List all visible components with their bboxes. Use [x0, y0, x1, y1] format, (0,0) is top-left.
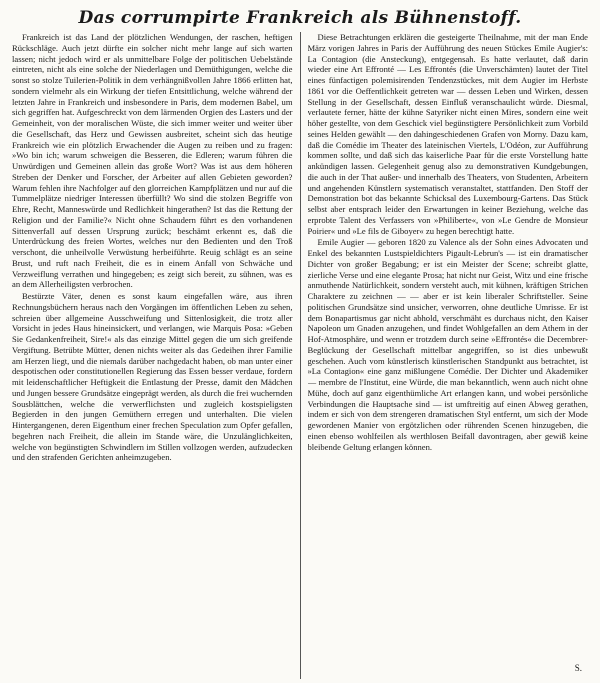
column-divider	[300, 32, 301, 679]
paragraph: Frankreich ist das Land der plötzlichen Wendungen, der raschen, heftigen Rückschläge. Auch jetzt dürfte ein solcher nicht mehr lange auf sich warten lassen; nicht jedoch wird er als unmittelbare Folge der politischen Uebelstände eintreten, nicht als eine solche der Niederlagen und Demüthigungen, welche die sonst so stolze Tuilerien-Politik in dem verhängnißvollen Jahre 1866 erlitten hat, sondern vielmehr als ein Wirkung der tiefen Entsittlichung, welche während der letzten Jahre in Frankreich und insbesondere in Paris, dem modernen Babel, um sich gegriffen hat. Aufgeschreckt von dem lärmenden Orgien des Lasters und der Gemeinheit, von der moralischen Wüste, die sich immer weiter und weiter über die Gesellschaft, das Herz und Gewissen ausbreitet, scheint sich das heutige Frankreich wie ein plötzlich Erwachender die Augen zu reiben und zu fragen: »Wo bin ich; warum schweigen die Besseren, die Edleren; warum führen die Unwürdigen und Gemeinen allein das große Wort? Was ist aus dem höheren Streben der Denker und Forscher, der Arbeiter auf allen Gebieten geworden? Warum fehlen ihre Nachfolger auf den glorreichen Kampfplätzen und nur auf die Tummelplätze niedriger Interessen überfüllt? Wo sind die stolzen Begriffe von Ehre, Recht, Manneswürde und Redlichkeit hingerathen? Ist das die Rettung der Religion und der Familie?« Nicht ohne Schaudern führt es den vorhandenen Sittenverfall auf dessen Ursprung zurück; beschämt erkennt es, daß die Unterdrückung des freien Wortes, welches nur den Bedienten und den Troß verschont, die unheilvolle Verwüstung herbeiführte. Reuig schlägt es an seine Brust, und ruft nach Freiheit, die es in einem Anfall von Schwäche und Verzweiflung verrathen und hingegeben; es zeigt sich bereit, zu sühnen, was es an dem Allerheiligsten verbrochen.	[12, 32, 293, 290]
paragraph: Bestürzte Väter, denen es sonst kaum eingefallen wäre, aus ihren Rechnungsbüchern heraus nach den Vorgängen im öffentlichen Leben zu sehen, schreien über allgemeine Ausschweifung und Sittenlosigkeit, die trotz aller Vorsicht in jedes Haus hineinsickert, und verlangen, wie Marquis Posa: »Geben Sie Gedankenfreiheit, Sire!« als das einzige Mittel gegen die um sich greifende Vergiftung. Betrübte Mütter, denen nichts weiter als das Gedeihen ihrer Familie am Herzen liegt, und die niemals darüber nachgedacht haben, ob man unter einer despotischen oder constitutionellen Regierung das Essen besser verdaue, fordern mit leidenschaftlicher Heftigkeit die Entlastung der Presse, damit den Mädchen und Jungen bessere Grundsätze eingeprägt werden, als durch die frei wuchernden Sousblättchen, welche die verwerflichsten und zugleich kostspieligsten Begierden in den jungen Gemüthern erregen und unterhalten. Die vielen Hintergangenen, deren Eigenthum einer frechen Speculation zum Opfer gefallen, begehren nach Freiheit, die allein im Stande wäre, die Unzulänglichkeiten, welche von begünstigten Schwindlern im Stillen vollzogen werden, aufzudecken und den strafenden Gerichten anheimzugeben.	[12, 291, 293, 463]
left-column	[12, 32, 293, 679]
paragraph: Diese Betrachtungen erklären die gesteigerte Theilnahme, mit der man Ende März vorigen Jahres in Paris der Aufführung des neuen Stückes Emile Augier's: La Contagion (die Ansteckung), entgegensah. Es hatte verlautet, daß darin wieder eine Art Effronté — Les Effrontés (die Unverschämten) lautet der Titel eines fünfactigen polemisirenden Tendenzstückes, mit dem Augier im Herbste 1861 vor die Oeffentlichkeit getreten war — dessen Leben und Wirken, dessen Stellung in der Gesellschaft, dessen Einfluß veranschaulicht würde. Diesmal, verlautete ferner, hätte der kühne Satyriker nicht einen Mires, sondern eine weit höher gestellte, von dem Geschick viel begünstigtere Persönlichkeit zum Vorbild seines Helden gewählt — den dahingeschiedenen Grafen von Morny. Dazu kam, daß die Comédie im Theater des lateinischen Viertels, L'Odéon, zur Aufführung kommen sollte, und daß sich das kaiserliche Paar für die erste Vorstellung hatte ankündigen lassen. Gelegenheit genug also zu demonstrativen Kundgebungen, die auch in der That außer- und innerhalb des Theaters, von Studenten, Arbeitern und angehenden Künstlern systematisch veranstaltet, stattfanden. Den Stoff der Demonstration bot das bekannte Schicksal des Luxembourg-Gartens. Das Stück selbst aber entsprach leider den Erwartungen in keiner Beziehung, welche das erprobte Talent des Verfassers von »Philiberte«, von »Le Gendre de Monsieur Poirier« und »Le fils de Giboyer« zu hegen berechtigt hatte.	[307, 32, 588, 236]
paragraph: Emile Augier — geboren 1820 zu Valence als der Sohn eines Advocaten und Enkel des bekannten Lustspieldichters Pigault-Lebrun's — ist ein dramatischer Dichter von großer Begabung; er ist ein Meister der Scene; schreibt glatte, zierliche Verse und eine elegante Prosa; hat nicht nur Geist, Witz und eine frische anmuthende Natürlichkeit, sondern versteht auch, mit kühnen, kräftigen Strichen Charaktere zu zeichnen — — aber er ist kein liberaler Schriftsteller. Seine politischen Grundsätze sind unsicher, verworren, ohne deutliche Umrisse. Er ist dem Bonapartismus gar nicht abhold, verschmäht es durchaus nicht, den Kaiser Napoleon um Gnaden anzugehen, und findet Wohlgefallen an dem Athem in der Hof-Atmosphäre, und wenn er trotzdem durch seine »Effrontés« die Decembrer-Beglückung der Gesellschaft mittelbar angegriffen, so ist dies unbewußt geschehen. Auch vom künstlerisch künstlerischen Standpunkt aus betrachtet, ist »La Contagion« eine ganz mißlungene Comédie. Der Dichter und Akademiker — membre de l'Institut, eine Würde, die man bekanntlich, wenn auch nicht ohne Mühe, doch auf ganz eigenthümliche Art erlangen kann, und wobei persönliche Verbindungen die Hauptsache sind — ist umftreitig auf einen Abweg gerathen, indem er sich von dem strengeren dramatischen Styl entfernt, um sich der Mode gewordenen Manier von ergötzlichen oder rührenden Scenen hinzugeben, die einen ebenso wohlfeilen als werthlosen Beifall davontragen, aber gewiß keine bleibende Geltung erlangen können.	[307, 237, 588, 452]
article-columns	[12, 32, 588, 679]
author-signature: S.	[574, 663, 582, 673]
right-column	[308, 32, 589, 679]
article-title: Das corrumpirte Frankreich als Bühnenstoff.	[78, 8, 522, 28]
